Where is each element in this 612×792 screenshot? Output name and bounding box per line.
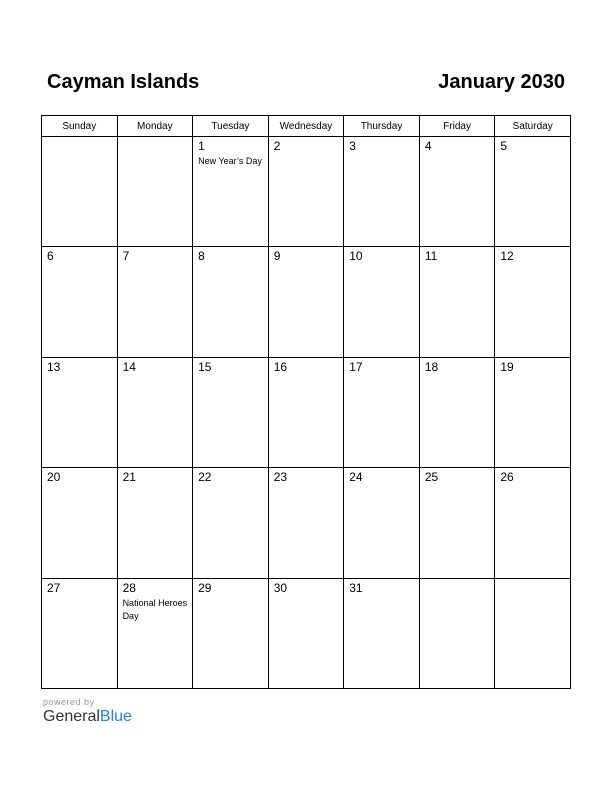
country-title: Cayman Islands	[47, 71, 200, 93]
day-number: 13	[47, 359, 61, 374]
day-number: 16	[273, 359, 288, 374]
day-number: 22	[198, 470, 212, 485]
day-number: 20	[47, 470, 61, 485]
day-cell	[344, 247, 420, 357]
weekday-header-row	[42, 116, 571, 137]
day-cell	[419, 468, 495, 578]
day-cell	[117, 578, 193, 688]
calendar-grid	[41, 115, 571, 689]
day-cell	[42, 468, 118, 578]
day-number	[420, 579, 495, 582]
day-cell	[268, 468, 344, 578]
day-number: 29	[198, 580, 212, 595]
day-number: 2	[273, 139, 281, 153]
holiday-label: National Heroes Day	[122, 597, 188, 621]
day-cell	[193, 137, 269, 247]
day-cell	[42, 247, 118, 357]
holiday-label: New Year’s Day	[198, 156, 262, 166]
day-number: 9	[273, 249, 281, 264]
day-cell	[344, 578, 420, 688]
weekday-monday: Monday	[117, 116, 193, 137]
day-number: 24	[349, 470, 363, 485]
day-number: 26	[500, 470, 514, 485]
day-number: 18	[424, 359, 439, 374]
day-number: 6	[47, 249, 54, 264]
day-cell	[419, 578, 495, 688]
day-cell	[268, 137, 344, 247]
weekday-tuesday: Tuesday	[193, 116, 269, 137]
day-number: 5	[500, 139, 508, 153]
day-cell	[193, 247, 269, 357]
week-row-2	[42, 247, 571, 357]
day-cell	[117, 468, 193, 578]
weekday-wednesday: Wednesday	[268, 116, 344, 137]
day-number: 30	[273, 580, 288, 595]
day-cell	[268, 357, 344, 467]
weekday-saturday: Saturday	[495, 116, 571, 137]
day-number: 4	[424, 139, 432, 153]
day-number: 14	[122, 359, 136, 374]
day-number: 27	[47, 580, 61, 595]
day-number: 23	[273, 470, 288, 485]
day-cell	[117, 357, 193, 467]
day-cell	[419, 137, 495, 247]
day-cell	[419, 247, 495, 357]
day-number	[495, 579, 570, 582]
day-cell	[495, 357, 571, 467]
day-cell	[42, 137, 118, 247]
day-cell	[42, 357, 118, 467]
month-year-title: January 2030	[438, 71, 565, 93]
brand-general: General	[43, 708, 100, 725]
powered-by-text: powered by	[43, 697, 95, 707]
day-number: 12	[500, 249, 514, 264]
day-cell	[117, 247, 193, 357]
day-cell	[495, 137, 571, 247]
week-row-1	[42, 137, 571, 247]
week-row-3	[42, 357, 571, 467]
day-number	[118, 137, 193, 140]
weekday-friday: Friday	[419, 116, 495, 137]
footer-logo[interactable]	[43, 697, 132, 727]
day-cell	[193, 357, 269, 467]
day-cell	[117, 137, 193, 247]
day-cell	[495, 247, 571, 357]
day-cell	[268, 247, 344, 357]
day-cell	[419, 357, 495, 467]
day-cell	[42, 578, 118, 688]
day-cell	[495, 578, 571, 688]
day-cell	[344, 137, 420, 247]
day-cell	[193, 578, 269, 688]
brand-blue: Blue	[99, 708, 132, 725]
weekday-sunday: Sunday	[42, 116, 118, 137]
day-number: 10	[349, 249, 363, 264]
day-number: 7	[122, 249, 130, 264]
day-cell	[344, 468, 420, 578]
day-number: 28	[122, 580, 136, 595]
day-cell	[344, 357, 420, 467]
day-number: 11	[424, 249, 438, 264]
day-cell	[268, 578, 344, 688]
day-cell	[193, 468, 269, 578]
weekday-thursday: Thursday	[344, 116, 420, 137]
day-number: 31	[349, 580, 363, 595]
week-row-5	[42, 578, 571, 688]
day-number: 1	[198, 139, 205, 153]
day-number: 17	[349, 359, 363, 374]
day-number: 25	[424, 470, 439, 485]
day-number: 21	[122, 470, 136, 485]
week-row-4	[42, 468, 571, 578]
day-number: 15	[198, 359, 212, 374]
day-cell	[495, 468, 571, 578]
day-number: 19	[500, 359, 514, 374]
day-number	[42, 137, 117, 140]
brand-name	[43, 707, 132, 727]
day-number: 8	[198, 249, 205, 264]
day-number: 3	[349, 139, 356, 153]
